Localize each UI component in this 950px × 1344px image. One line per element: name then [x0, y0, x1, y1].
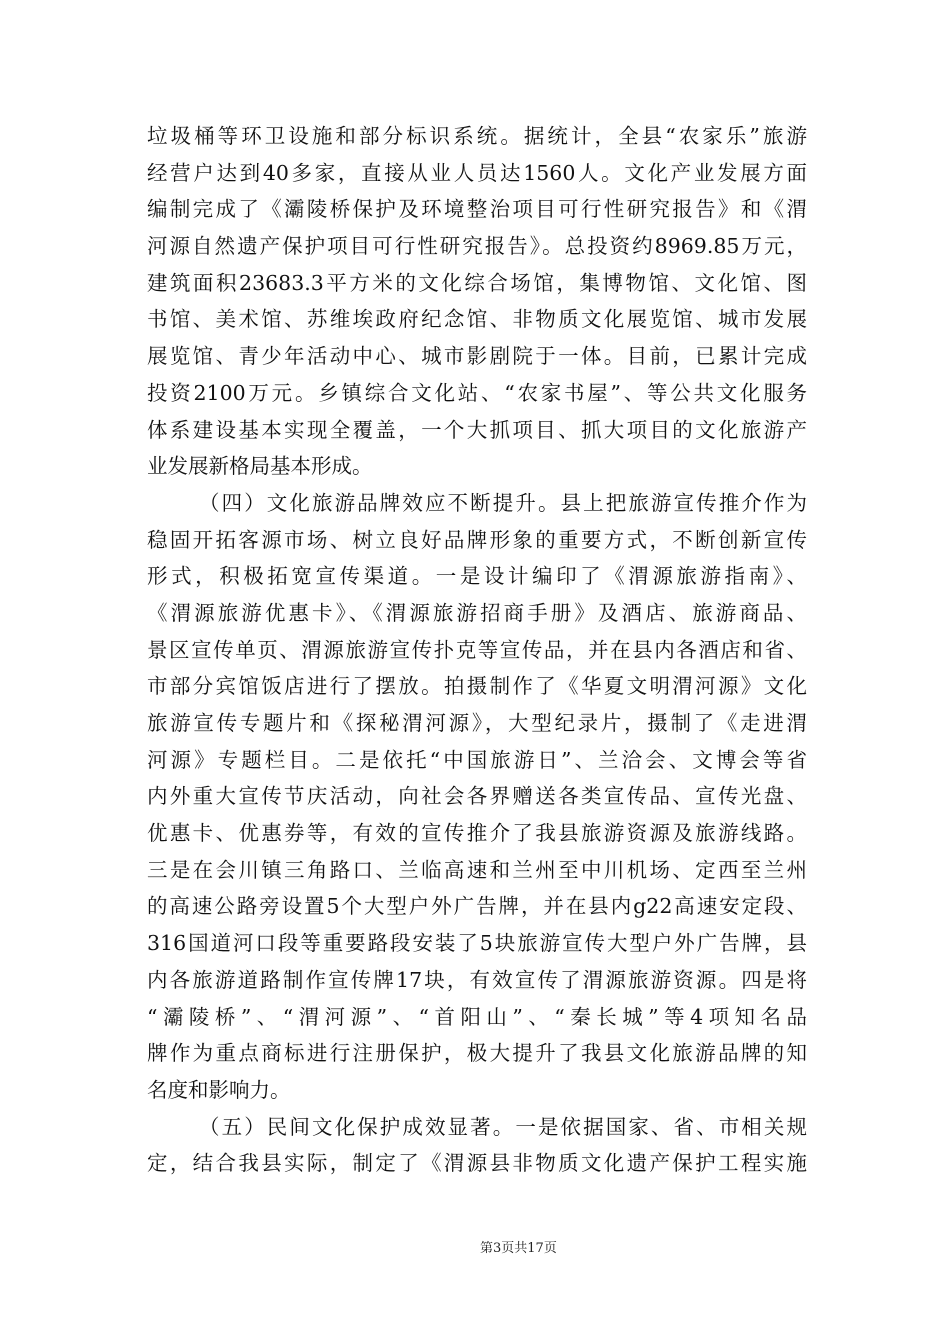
text-line: 体系建设基本实现全覆盖，一个大抓项目、抓大项目的文化旅游产 — [147, 417, 807, 442]
paragraph-p-section-5 — [147, 1109, 807, 1182]
text-line: 河源自然遗产保护项目可行性研究报告》。总投资约8969.85万元， — [147, 234, 807, 259]
text-line: 牌作为重点商标进行注册保护，极大提升了我县文化旅游品牌的知 — [147, 1041, 807, 1066]
text-line: 的高速公路旁设置5个大型户外广告牌，并在县内g22高速安定段、 — [147, 894, 807, 919]
text-line: 形式，积极拓宽宣传渠道。一是设计编印了《渭源旅游指南》、 — [147, 564, 807, 589]
text-line: 内外重大宣传节庆活动，向社会各界赠送各类宣传品、宣传光盘、 — [147, 784, 807, 809]
text-line: 三是在会川镇三角路口、兰临高速和兰州至中川机场、定西至兰州 — [147, 857, 807, 882]
text-line: 景区宣传单页、渭源旅游宣传扑克等宣传品，并在县内各酒店和省、 — [147, 637, 807, 662]
text-line: 垃圾桶等环卫设施和部分标识系统。据统计，全县“农家乐”旅游 — [147, 124, 807, 148]
text-line: 316国道河口段等重要路段安装了5块旅游宣传大型户外广告牌，县 — [147, 931, 807, 956]
text-line: 书馆、美术馆、苏维埃政府纪念馆、非物质文化展览馆、城市发展 — [147, 307, 807, 332]
text-line: （五）民间文化保护成效显著。一是依据国家、省、市相关规 — [199, 1114, 807, 1139]
text-line: 市部分宾馆饭店进行了摆放。拍摄制作了《华夏文明渭河源》文化 — [147, 674, 807, 699]
text-line: 优惠卡、优惠券等，有效的宣传推介了我县旅游资源及旅游线路。 — [147, 821, 807, 846]
text-line: 经营户达到40多家，直接从业人员达1560人。文化产业发展方面 — [147, 160, 807, 185]
text-line: 内各旅游道路制作宣传牌17块，有效宣传了渭源旅游资源。四是将 — [147, 967, 807, 992]
paragraph-p-section-4 — [147, 485, 807, 1109]
text-line: 投资2100万元。乡镇综合文化站、“农家书屋”、等公共文化服务 — [147, 380, 807, 405]
text-line: 业发展新格局基本形成。 — [147, 454, 373, 479]
text-line: “灞陵桥”、“渭河源”、“首阳山”、“秦长城”等4项知名品 — [147, 1004, 807, 1029]
text-line: 编制完成了《灞陵桥保护及环境整治项目可行性研究报告》和《渭 — [147, 197, 807, 222]
text-line: 河源》专题栏目。二是依托“中国旅游日”、兰洽会、文博会等省 — [147, 747, 807, 772]
text-line: 《渭源旅游优惠卡》、《渭源旅游招商手册》及酒店、旅游商品、 — [147, 600, 807, 625]
text-line: 展览馆、青少年活动中心、城市影剧院于一体。目前，已累计完成 — [147, 344, 807, 369]
body-text — [147, 118, 807, 1182]
text-line: 稳固开拓客源市场、树立良好品牌形象的重要方式，不断创新宣传 — [147, 527, 807, 552]
paragraph-p-continued — [147, 118, 807, 485]
page-footer — [0, 1240, 950, 1258]
text-line: 名度和影响力。 — [147, 1077, 291, 1102]
text-line: 定，结合我县实际，制定了《渭源县非物质文化遗产保护工程实施 — [147, 1151, 807, 1176]
text-line: 建筑面积23683.3平方米的文化综合场馆，集博物馆、文化馆、图 — [147, 270, 807, 295]
text-line: 旅游宣传专题片和《探秘渭河源》，大型纪录片，摄制了《走进渭 — [147, 711, 807, 735]
text-line: （四）文化旅游品牌效应不断提升。县上把旅游宣传推介作为 — [199, 490, 807, 515]
page-number-label: 第3页共17页 — [480, 1241, 557, 1256]
